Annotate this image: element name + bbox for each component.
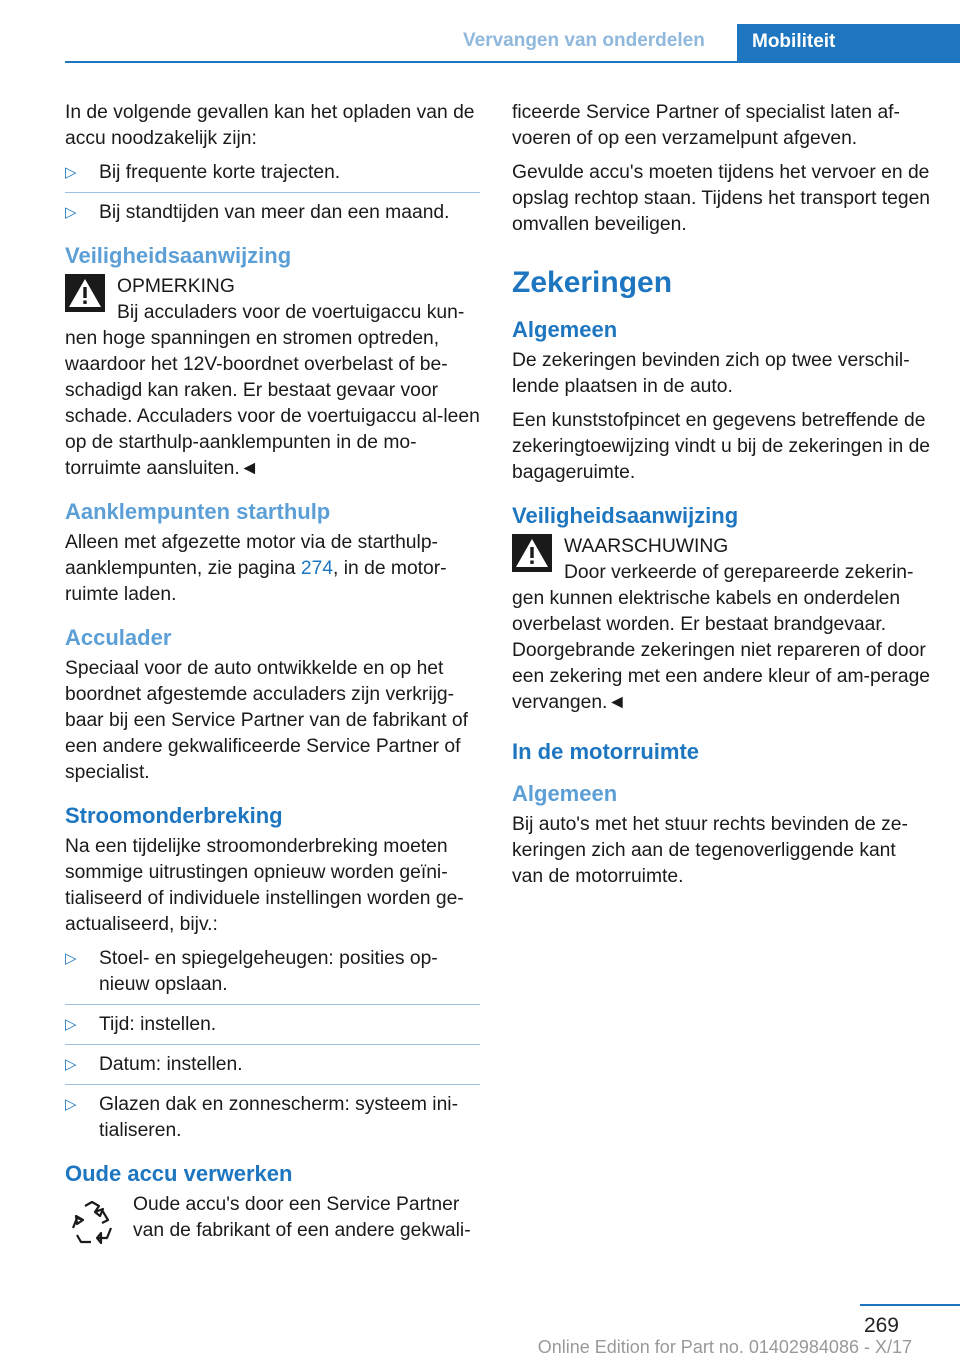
list-item: ▷ Bij frequente korte trajecten. xyxy=(65,160,480,193)
warning-text: Door verkeerde of gerepareerde zekerin-gen kunnen elektrische kabels en onderdelen overbelast worden. Er bestaat brandgevaar. Doorgebrande zekeringen niet repareren of door een zekering met een andere kleur of am-perage vervangen.◄ xyxy=(512,562,931,713)
notice-text: Bij acculaders voor de voertuigaccu kun-nen hoge spanningen en stromen optreden, waardoor het 12V-boordnet overbelast of be-schadigd kan raken. Er bestaat gevaar voor schade. Acculaders voor de voertuigaccu al-leen op de starthulp-aanklempunten in de mo-torruimte aansluiten.◄ xyxy=(65,302,480,479)
heading-acculader: Acculader xyxy=(65,625,172,650)
header-section-title: Vervangen van onderdelen xyxy=(463,30,705,51)
notice-box xyxy=(65,274,480,482)
warning-triangle-icon xyxy=(512,534,552,572)
page-number: 269 xyxy=(863,1314,899,1337)
triangle-bullet-icon: ▷ xyxy=(65,164,77,181)
motor-text: Bij auto's met het stuur rechts bevinden de ze-keringen zich aan de tegenoverliggende kant van de motorruimte. xyxy=(512,814,908,887)
heading-safety: Veiligheidsaanwijzing xyxy=(65,243,292,268)
header-chapter-tab: Mobiliteit xyxy=(737,24,960,61)
continued-text: ficeerde Service Partner of specialist laten af-voeren of op een verzamelpunt afgeven. xyxy=(512,102,900,149)
heading-zekeringen: Zekeringen xyxy=(512,266,673,299)
triangle-bullet-icon: ▷ xyxy=(65,1096,77,1113)
left-column xyxy=(65,100,480,1248)
pincet-text: Een kunststofpincet en gegevens betreffende de zekeringtoewijzing vindt u bij de zekeringen in de bagageruimte. xyxy=(512,410,931,483)
heading-algemeen: Algemeen xyxy=(512,317,618,342)
acculader-text: Speciaal voor de auto ontwikkelde en op het boordnet afgestemde acculaders zijn verkrijg-baar bij een Service Partner van de fabrikant of een andere gekwalificeerde Service Partner of specialist. xyxy=(65,658,468,783)
header-rule xyxy=(65,61,960,63)
stroom-text: Na een tijdelijke stroomonderbreking moeten sommige uitrustingen opnieuw worden geïni-tialiseerd of individuele instellingen worden ge-actualiseerd, bijv.: xyxy=(65,836,464,935)
heading-algemeen-motor: Algemeen xyxy=(512,781,618,806)
heading-oude-accu: Oude accu verwerken xyxy=(65,1161,293,1186)
triangle-bullet-icon: ▷ xyxy=(65,950,77,967)
list-item: ▷ Glazen dak en zonnescherm: systeem ini-tialiseren. xyxy=(65,1094,459,1141)
warning-box xyxy=(512,534,932,716)
algemeen-text: De zekeringen bevinden zich op twee verschil-lende plaatsen in de auto. xyxy=(512,350,910,397)
heading-safety-right: Veiligheidsaanwijzing xyxy=(512,503,739,528)
aanklem-text: Alleen met afgezette motor via de starthulp-aanklempunten, zie pagina 274, in de motor-ruimte laden. xyxy=(65,532,447,605)
triangle-bullet-icon: ▷ xyxy=(65,1056,77,1073)
footer-rule xyxy=(860,1304,960,1306)
recycle-note xyxy=(65,1192,480,1244)
heading-aanklempunten: Aanklempunten starthulp xyxy=(65,499,331,524)
list-item: ▷ Datum: instellen. xyxy=(65,1052,480,1085)
intro-text: In de volgende gevallen kan het opladen van de accu noodzakelijk zijn: xyxy=(65,102,475,149)
bullet-list-reset xyxy=(65,946,480,1144)
oude-accu-text: Oude accu's door een Service Partner van de fabrikant of een andere gekwali- xyxy=(133,1194,471,1241)
list-item: ▷ Stoel- en spiegelgeheugen: posities op-nieuw opslaan. xyxy=(65,946,480,1005)
gevulde-text: Gevulde accu's moeten tijdens het vervoer en de opslag rechtop staan. Tijdens het transport tegen omvallen beveiligen. xyxy=(512,162,931,235)
warning-triangle-icon xyxy=(65,274,105,312)
list-item: ▷ Tijd: instellen. xyxy=(65,1012,480,1045)
list-item: ▷ Bij standtijden van meer dan een maand. xyxy=(65,200,480,226)
page-reference-link[interactable]: 274 xyxy=(300,558,334,579)
warning-label: WAARSCHUWING xyxy=(564,536,729,557)
triangle-bullet-icon: ▷ xyxy=(65,204,77,221)
recycle-icon xyxy=(67,1198,117,1248)
heading-motorruimte: In de motorruimte xyxy=(512,739,700,764)
bullet-list-charging xyxy=(65,160,480,226)
right-column xyxy=(512,100,932,898)
heading-stroomonderbreking: Stroomonderbreking xyxy=(65,803,283,828)
triangle-bullet-icon: ▷ xyxy=(65,1016,77,1033)
notice-label: OPMERKING xyxy=(117,276,235,297)
edition-footer: Online Edition for Part no. 01402984086 - X/17 xyxy=(537,1337,912,1357)
